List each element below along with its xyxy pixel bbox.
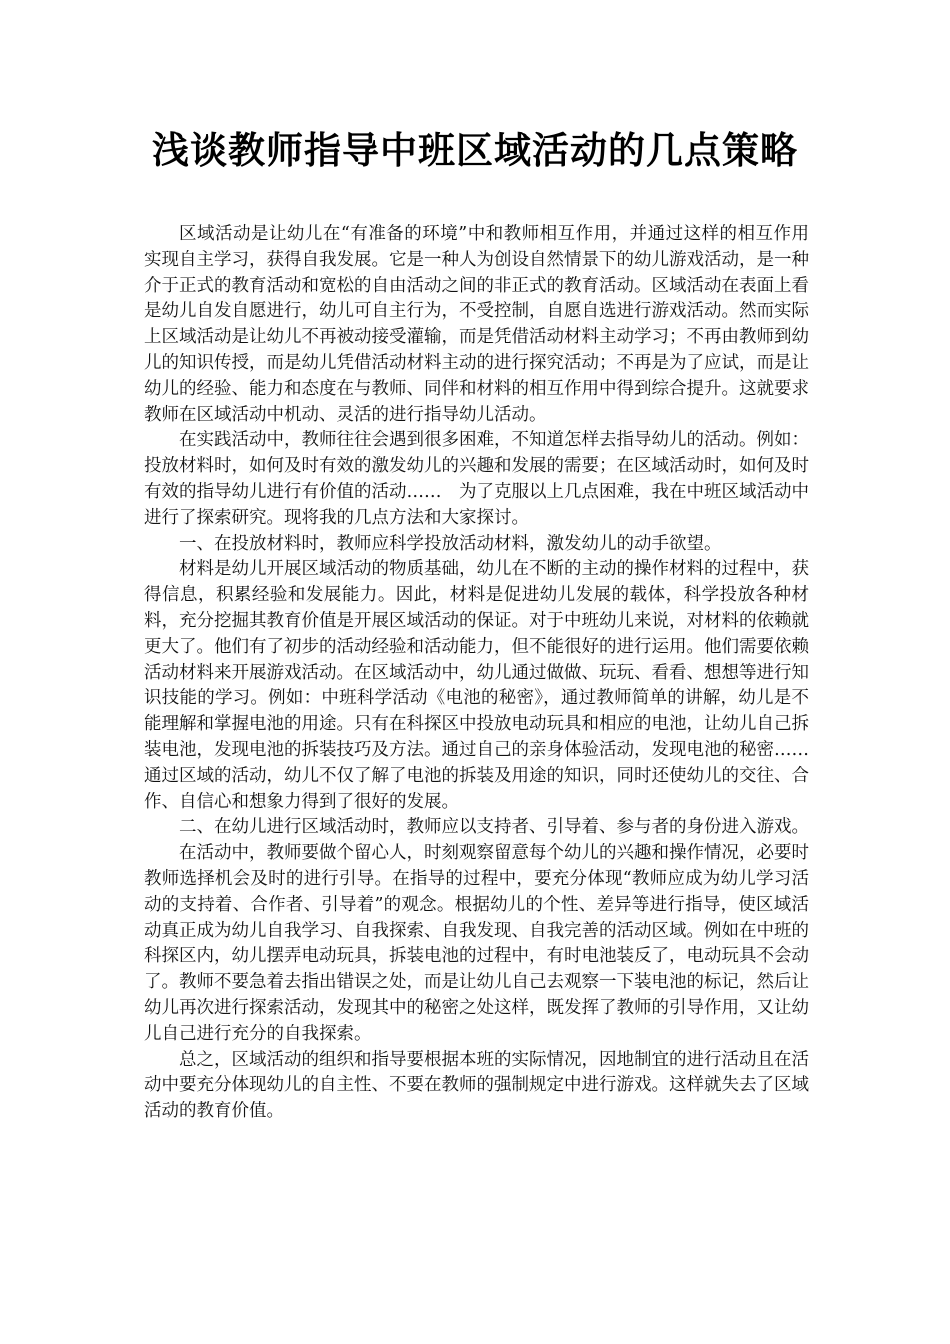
section-heading-2: 二、在幼儿进行区域活动时，教师应以支持者、引导着、参与者的身份进入游戏。 bbox=[179, 817, 809, 838]
paragraph-guidance: 在活动中，教师要做个留心人，时刻观察留意每个幼儿的兴趣和操作情况，必要时教师选择机会及时的进行引导。在指导的过程中，要充分体现“教师应成为幼儿学习活动的支持着、合作者、引导着”的观念。根据幼儿的个性、差异等进行指导，使区域活动真正成为幼儿自我学习、自我探索、自我发现、自我完善的活动区域。例如在中班的科探区内，幼儿摆弄电动玩具，拆装电池的过程中，有时电池装反了，电动玩具不会动了。教师不要急着去指出错误之处，而是让幼儿自己去观察一下装电池的标记，然后让幼儿再次进行探索活动，发现其中的秘密之处这样，既发挥了教师的引导作用，又让幼儿自己进行充分的自我探索。 bbox=[144, 843, 809, 1044]
paragraph-materials: 材料是幼儿开展区域活动的物质基础，幼儿在不断的主动的操作材料的过程中，获得信息，积累经验和发展能力。因此，材料是促进幼儿发展的载体，科学投放各种材料，充分挖掘其教育价值是开展区域活动的保证。对于中班幼儿来说，对材料的依赖就更大了。他们有了初步的活动经验和活动能力，但不能很好的进行运用。他们需要依赖活动材料来开展游戏活动。在区域活动中，幼儿通过做做、玩玩、看看、想想等进行知识技能的学习。例如：中班科学活动《电池的秘密》，通过教师简单的讲解，幼儿是不能理解和掌握电池的用途。只有在科探区中投放电动玩具和相应的电池，让幼儿自己拆装电池，发现电池的拆装技巧及方法。通过自己的亲身体验活动，发现电池的秘密……通过区域的活动，幼儿不仅了解了电池的拆装及用途的知识，同时还使幼儿的交往、合作、自信心和想象力得到了很好的发展。 bbox=[144, 559, 809, 812]
paragraph-difficulties: 在实践活动中，教师往往会遇到很多困难，不知道怎样去指导幼儿的活动。例如：投放材料时，如何及时有效的激发幼儿的兴趣和发展的需要；在区域活动时，如何及时有效的指导幼儿进行有价值的活动…… 为了克服以上几点困难，我在中班区域活动中进行了探索研究。现将我的几点方法和大家探讨。 bbox=[144, 430, 809, 528]
document-body bbox=[144, 222, 809, 1125]
paragraph-conclusion: 总之，区域活动的组织和指导要根据本班的实际情况，因地制宜的进行活动且在活动中要充分体现幼儿的自主性、不要在教师的强制规定中进行游戏。这样就失去了区域活动的教育价值。 bbox=[144, 1049, 809, 1122]
document-title: 浅谈教师指导中班区域活动的几点策略 bbox=[152, 129, 798, 172]
section-heading-1: 一、在投放材料时，教师应科学投放活动材料，激发幼儿的动手欲望。 bbox=[179, 533, 722, 554]
paragraph-intro: 区域活动是让幼儿在“有准备的环境”中和教师相互作用，并通过这样的相互作用实现自主学习，获得自我发展。它是一种人为创设自然情景下的幼儿游戏活动，是一种介于正式的教育活动和宽松的自由活动之间的非正式的教育活动。区域活动在表面上看是幼儿自发自愿进行，幼儿可自主行为，不受控制，自愿自选进行游戏活动。然而实际上区域活动是让幼儿不再被动接受灌输，而是凭借活动材料主动学习；不再由教师到幼儿的知识传授，而是幼儿凭借活动材料主动的进行探究活动；不再是为了应试，而是让幼儿的经验、能力和态度在与教师、同伴和材料的相互作用中得到综合提升。这就要求教师在区域活动中机动、灵活的进行指导幼儿活动。 bbox=[144, 224, 809, 425]
